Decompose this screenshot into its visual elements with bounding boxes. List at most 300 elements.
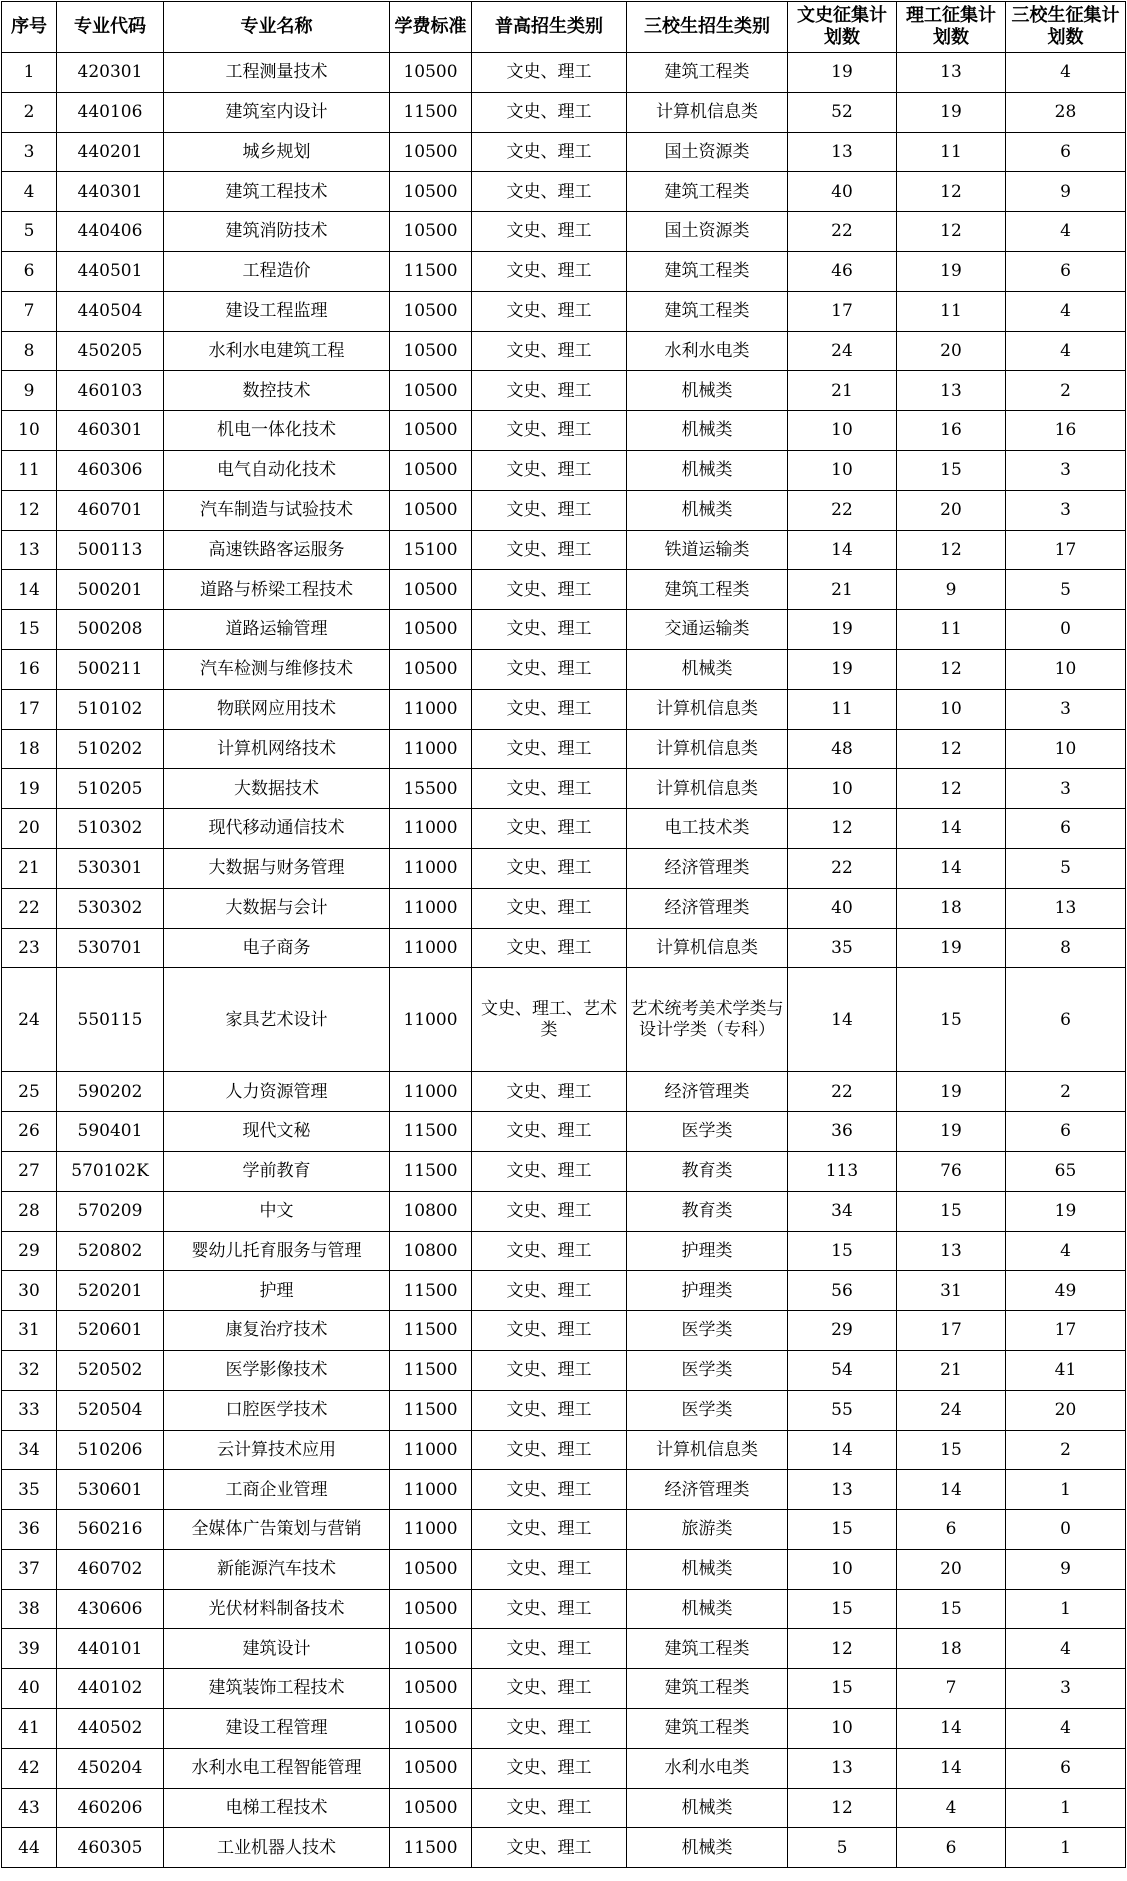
cell-index: 44 [2, 1828, 57, 1868]
cell-liberal-arts-plan: 113 [788, 1151, 897, 1191]
cell-index: 31 [2, 1311, 57, 1351]
cell-index: 26 [2, 1112, 57, 1152]
cell-major-name: 光伏材料制备技术 [164, 1589, 390, 1629]
cell-three-school-plan: 1 [1006, 1828, 1126, 1868]
cell-major-name: 建筑工程技术 [164, 172, 390, 212]
cell-general-category: 文史、理工 [472, 1350, 627, 1390]
cell-major-name: 新能源汽车技术 [164, 1549, 390, 1589]
cell-code: 440504 [57, 291, 164, 331]
cell-three-school-category: 机械类 [627, 1828, 788, 1868]
cell-liberal-arts-plan: 19 [788, 649, 897, 689]
cell-general-category: 文史、理工 [472, 371, 627, 411]
cell-code: 550115 [57, 968, 164, 1072]
cell-general-category: 文史、理工 [472, 1470, 627, 1510]
cell-tuition: 10500 [390, 331, 472, 371]
cell-index: 25 [2, 1072, 57, 1112]
table-row [2, 928, 1126, 968]
cell-liberal-arts-plan: 11 [788, 689, 897, 729]
cell-major-name: 医学影像技术 [164, 1350, 390, 1390]
cell-major-name: 中文 [164, 1191, 390, 1231]
cell-three-school-category: 经济管理类 [627, 1470, 788, 1510]
cell-major-name: 工程测量技术 [164, 53, 390, 93]
cell-science-plan: 15 [897, 1430, 1006, 1470]
cell-three-school-category: 计算机信息类 [627, 1430, 788, 1470]
cell-index: 19 [2, 769, 57, 809]
table-row [2, 1788, 1126, 1828]
cell-major-name: 水利水电工程智能管理 [164, 1748, 390, 1788]
cell-general-category: 文史、理工 [472, 1748, 627, 1788]
table-row [2, 1072, 1126, 1112]
cell-three-school-plan: 5 [1006, 848, 1126, 888]
cell-science-plan: 15 [897, 450, 1006, 490]
cell-major-name: 高速铁路客运服务 [164, 530, 390, 570]
table-row [2, 1430, 1126, 1470]
cell-general-category: 文史、理工 [472, 1510, 627, 1550]
cell-index: 10 [2, 411, 57, 451]
cell-tuition: 10500 [390, 450, 472, 490]
cell-liberal-arts-plan: 22 [788, 212, 897, 252]
cell-liberal-arts-plan: 10 [788, 411, 897, 451]
cell-general-category: 文史、理工 [472, 1191, 627, 1231]
header-code: 专业代码 [57, 2, 164, 53]
cell-tuition: 10500 [390, 649, 472, 689]
cell-code: 440201 [57, 132, 164, 172]
cell-tuition: 11500 [390, 1828, 472, 1868]
cell-index: 2 [2, 92, 57, 132]
cell-liberal-arts-plan: 19 [788, 53, 897, 93]
cell-index: 23 [2, 928, 57, 968]
cell-code: 440406 [57, 212, 164, 252]
cell-liberal-arts-plan: 40 [788, 172, 897, 212]
cell-code: 530302 [57, 888, 164, 928]
cell-index: 14 [2, 570, 57, 610]
cell-three-school-category: 水利水电类 [627, 1748, 788, 1788]
cell-liberal-arts-plan: 29 [788, 1311, 897, 1351]
cell-science-plan: 11 [897, 291, 1006, 331]
cell-tuition: 10500 [390, 132, 472, 172]
cell-three-school-category: 医学类 [627, 1350, 788, 1390]
cell-liberal-arts-plan: 14 [788, 1430, 897, 1470]
cell-general-category: 文史、理工 [472, 888, 627, 928]
cell-code: 510202 [57, 729, 164, 769]
cell-major-name: 工业机器人技术 [164, 1828, 390, 1868]
table-row [2, 92, 1126, 132]
cell-major-name: 大数据技术 [164, 769, 390, 809]
cell-three-school-category: 水利水电类 [627, 331, 788, 371]
header-liberal-arts-plan: 文史征集计划数 [788, 2, 897, 53]
cell-code: 460702 [57, 1549, 164, 1589]
cell-three-school-plan: 16 [1006, 411, 1126, 451]
cell-three-school-category: 机械类 [627, 1589, 788, 1629]
cell-index: 5 [2, 212, 57, 252]
table-row [2, 968, 1126, 1072]
cell-three-school-plan: 6 [1006, 251, 1126, 291]
cell-liberal-arts-plan: 10 [788, 769, 897, 809]
cell-three-school-plan: 6 [1006, 968, 1126, 1072]
cell-index: 12 [2, 490, 57, 530]
cell-major-name: 建筑消防技术 [164, 212, 390, 252]
table-row [2, 291, 1126, 331]
cell-liberal-arts-plan: 5 [788, 1828, 897, 1868]
cell-three-school-plan: 1 [1006, 1589, 1126, 1629]
table-row [2, 212, 1126, 252]
cell-code: 440502 [57, 1709, 164, 1749]
cell-major-name: 数控技术 [164, 371, 390, 411]
cell-major-name: 道路与桥梁工程技术 [164, 570, 390, 610]
cell-code: 500208 [57, 610, 164, 650]
cell-science-plan: 12 [897, 649, 1006, 689]
cell-major-name: 护理 [164, 1271, 390, 1311]
table-row [2, 649, 1126, 689]
cell-general-category: 文史、理工 [472, 649, 627, 689]
cell-science-plan: 15 [897, 1589, 1006, 1629]
cell-three-school-plan: 0 [1006, 610, 1126, 650]
cell-code: 510206 [57, 1430, 164, 1470]
cell-three-school-category: 经济管理类 [627, 888, 788, 928]
cell-science-plan: 20 [897, 1549, 1006, 1589]
table-row [2, 1112, 1126, 1152]
cell-three-school-plan: 3 [1006, 689, 1126, 729]
cell-liberal-arts-plan: 46 [788, 251, 897, 291]
cell-science-plan: 7 [897, 1669, 1006, 1709]
cell-code: 460206 [57, 1788, 164, 1828]
cell-general-category: 文史、理工 [472, 1390, 627, 1430]
cell-code: 460305 [57, 1828, 164, 1868]
cell-tuition: 10500 [390, 172, 472, 212]
cell-code: 520601 [57, 1311, 164, 1351]
cell-liberal-arts-plan: 54 [788, 1350, 897, 1390]
cell-three-school-plan: 17 [1006, 1311, 1126, 1351]
table-row [2, 490, 1126, 530]
cell-general-category: 文史、理工 [472, 1828, 627, 1868]
cell-tuition: 11000 [390, 888, 472, 928]
cell-code: 440101 [57, 1629, 164, 1669]
cell-index: 38 [2, 1589, 57, 1629]
cell-index: 24 [2, 968, 57, 1072]
cell-tuition: 10500 [390, 212, 472, 252]
cell-code: 460701 [57, 490, 164, 530]
cell-three-school-category: 建筑工程类 [627, 172, 788, 212]
cell-science-plan: 16 [897, 411, 1006, 451]
cell-tuition: 15500 [390, 769, 472, 809]
cell-three-school-category: 教育类 [627, 1151, 788, 1191]
cell-three-school-category: 机械类 [627, 649, 788, 689]
cell-tuition: 11000 [390, 1470, 472, 1510]
cell-index: 37 [2, 1549, 57, 1589]
header-tuition: 学费标准 [390, 2, 472, 53]
cell-science-plan: 12 [897, 212, 1006, 252]
cell-code: 420301 [57, 53, 164, 93]
cell-liberal-arts-plan: 22 [788, 1072, 897, 1112]
cell-science-plan: 18 [897, 888, 1006, 928]
cell-three-school-category: 建筑工程类 [627, 1629, 788, 1669]
cell-liberal-arts-plan: 12 [788, 1629, 897, 1669]
cell-liberal-arts-plan: 52 [788, 92, 897, 132]
table-row [2, 1589, 1126, 1629]
cell-tuition: 10500 [390, 371, 472, 411]
cell-three-school-category: 机械类 [627, 371, 788, 411]
cell-three-school-category: 医学类 [627, 1390, 788, 1430]
cell-liberal-arts-plan: 17 [788, 291, 897, 331]
cell-liberal-arts-plan: 21 [788, 570, 897, 610]
cell-three-school-plan: 4 [1006, 1709, 1126, 1749]
table-row [2, 331, 1126, 371]
cell-three-school-category: 经济管理类 [627, 848, 788, 888]
cell-major-name: 建设工程管理 [164, 1709, 390, 1749]
cell-tuition: 10500 [390, 1788, 472, 1828]
cell-tuition: 11000 [390, 1510, 472, 1550]
cell-three-school-category: 护理类 [627, 1231, 788, 1271]
cell-code: 430606 [57, 1589, 164, 1629]
cell-code: 440301 [57, 172, 164, 212]
cell-tuition: 11000 [390, 1072, 472, 1112]
cell-three-school-category: 教育类 [627, 1191, 788, 1231]
cell-three-school-category: 国土资源类 [627, 212, 788, 252]
cell-three-school-plan: 9 [1006, 1549, 1126, 1589]
cell-three-school-plan: 19 [1006, 1191, 1126, 1231]
cell-science-plan: 14 [897, 1709, 1006, 1749]
table-row [2, 1709, 1126, 1749]
cell-major-name: 汽车制造与试验技术 [164, 490, 390, 530]
cell-code: 520502 [57, 1350, 164, 1390]
cell-code: 500113 [57, 530, 164, 570]
cell-three-school-plan: 9 [1006, 172, 1126, 212]
cell-general-category: 文史、理工 [472, 1709, 627, 1749]
table-row [2, 888, 1126, 928]
table-row [2, 1390, 1126, 1430]
cell-three-school-plan: 1 [1006, 1788, 1126, 1828]
cell-science-plan: 19 [897, 251, 1006, 291]
cell-three-school-plan: 65 [1006, 1151, 1126, 1191]
cell-liberal-arts-plan: 15 [788, 1589, 897, 1629]
cell-major-name: 康复治疗技术 [164, 1311, 390, 1351]
header-three-school-category: 三校生招生类别 [627, 2, 788, 53]
cell-tuition: 10500 [390, 53, 472, 93]
header-science-plan: 理工征集计划数 [897, 2, 1006, 53]
cell-general-category: 文史、理工 [472, 928, 627, 968]
table-row [2, 1828, 1126, 1868]
cell-three-school-category: 计算机信息类 [627, 928, 788, 968]
cell-index: 40 [2, 1669, 57, 1709]
cell-science-plan: 12 [897, 769, 1006, 809]
cell-liberal-arts-plan: 13 [788, 1470, 897, 1510]
cell-tuition: 11500 [390, 1350, 472, 1390]
cell-major-name: 云计算技术应用 [164, 1430, 390, 1470]
cell-code: 590202 [57, 1072, 164, 1112]
cell-science-plan: 10 [897, 689, 1006, 729]
cell-index: 30 [2, 1271, 57, 1311]
cell-general-category: 文史、理工 [472, 689, 627, 729]
cell-science-plan: 19 [897, 1072, 1006, 1112]
table-row [2, 1231, 1126, 1271]
table-row [2, 1350, 1126, 1390]
table-header-row [2, 2, 1126, 53]
cell-general-category: 文史、理工 [472, 1589, 627, 1629]
cell-three-school-plan: 10 [1006, 729, 1126, 769]
cell-three-school-category: 计算机信息类 [627, 92, 788, 132]
cell-major-name: 大数据与财务管理 [164, 848, 390, 888]
cell-code: 510205 [57, 769, 164, 809]
cell-major-name: 婴幼儿托育服务与管理 [164, 1231, 390, 1271]
cell-general-category: 文史、理工 [472, 450, 627, 490]
cell-three-school-plan: 20 [1006, 1390, 1126, 1430]
cell-general-category: 文史、理工 [472, 132, 627, 172]
cell-general-category: 文史、理工 [472, 1669, 627, 1709]
table-row [2, 848, 1126, 888]
cell-tuition: 11000 [390, 809, 472, 849]
cell-science-plan: 12 [897, 729, 1006, 769]
header-general-category: 普高招生类别 [472, 2, 627, 53]
cell-code: 460301 [57, 411, 164, 451]
cell-general-category: 文史、理工 [472, 848, 627, 888]
table-row [2, 1311, 1126, 1351]
cell-liberal-arts-plan: 36 [788, 1112, 897, 1152]
cell-three-school-plan: 4 [1006, 1231, 1126, 1271]
cell-science-plan: 15 [897, 968, 1006, 1072]
cell-three-school-category: 国土资源类 [627, 132, 788, 172]
cell-liberal-arts-plan: 14 [788, 530, 897, 570]
cell-code: 520201 [57, 1271, 164, 1311]
cell-index: 29 [2, 1231, 57, 1271]
cell-three-school-category: 铁道运输类 [627, 530, 788, 570]
enrollment-plan-table [1, 1, 1126, 1868]
cell-science-plan: 21 [897, 1350, 1006, 1390]
cell-three-school-category: 机械类 [627, 490, 788, 530]
cell-liberal-arts-plan: 15 [788, 1510, 897, 1550]
cell-liberal-arts-plan: 55 [788, 1390, 897, 1430]
cell-general-category: 文史、理工 [472, 1271, 627, 1311]
table-row [2, 1629, 1126, 1669]
cell-code: 570209 [57, 1191, 164, 1231]
cell-tuition: 10800 [390, 1191, 472, 1231]
cell-three-school-category: 旅游类 [627, 1510, 788, 1550]
cell-three-school-plan: 0 [1006, 1510, 1126, 1550]
cell-major-name: 物联网应用技术 [164, 689, 390, 729]
cell-general-category: 文史、理工 [472, 92, 627, 132]
table-row [2, 1470, 1126, 1510]
cell-science-plan: 31 [897, 1271, 1006, 1311]
cell-science-plan: 11 [897, 132, 1006, 172]
cell-liberal-arts-plan: 12 [788, 809, 897, 849]
cell-three-school-plan: 6 [1006, 809, 1126, 849]
cell-tuition: 11500 [390, 1151, 472, 1191]
table-row [2, 689, 1126, 729]
table-row [2, 53, 1126, 93]
cell-tuition: 10500 [390, 1629, 472, 1669]
table-row [2, 251, 1126, 291]
cell-major-name: 道路运输管理 [164, 610, 390, 650]
cell-general-category: 文史、理工 [472, 610, 627, 650]
cell-liberal-arts-plan: 48 [788, 729, 897, 769]
cell-general-category: 文史、理工 [472, 1151, 627, 1191]
cell-general-category: 文史、理工 [472, 172, 627, 212]
cell-index: 8 [2, 331, 57, 371]
table-row [2, 1748, 1126, 1788]
cell-tuition: 11500 [390, 1311, 472, 1351]
cell-index: 43 [2, 1788, 57, 1828]
cell-general-category: 文史、理工 [472, 331, 627, 371]
cell-three-school-category: 机械类 [627, 1549, 788, 1589]
cell-tuition: 11500 [390, 92, 472, 132]
cell-science-plan: 13 [897, 1231, 1006, 1271]
cell-science-plan: 11 [897, 610, 1006, 650]
cell-tuition: 10500 [390, 291, 472, 331]
cell-liberal-arts-plan: 24 [788, 331, 897, 371]
cell-general-category: 文史、理工 [472, 1788, 627, 1828]
cell-tuition: 10800 [390, 1231, 472, 1271]
cell-index: 27 [2, 1151, 57, 1191]
cell-index: 21 [2, 848, 57, 888]
cell-code: 520504 [57, 1390, 164, 1430]
table-row [2, 809, 1126, 849]
cell-major-name: 建筑室内设计 [164, 92, 390, 132]
header-index: 序号 [2, 2, 57, 53]
cell-index: 28 [2, 1191, 57, 1231]
cell-three-school-category: 建筑工程类 [627, 251, 788, 291]
cell-three-school-plan: 3 [1006, 1669, 1126, 1709]
cell-index: 22 [2, 888, 57, 928]
cell-major-name: 现代文秘 [164, 1112, 390, 1152]
cell-code: 570102K [57, 1151, 164, 1191]
cell-index: 35 [2, 1470, 57, 1510]
table-row [2, 371, 1126, 411]
cell-tuition: 15100 [390, 530, 472, 570]
cell-general-category: 文史、理工 [472, 53, 627, 93]
cell-major-name: 工程造价 [164, 251, 390, 291]
cell-three-school-category: 建筑工程类 [627, 1709, 788, 1749]
cell-three-school-plan: 3 [1006, 490, 1126, 530]
cell-three-school-category: 医学类 [627, 1311, 788, 1351]
cell-index: 17 [2, 689, 57, 729]
table-row [2, 1191, 1126, 1231]
cell-three-school-plan: 41 [1006, 1350, 1126, 1390]
cell-code: 530601 [57, 1470, 164, 1510]
cell-major-name: 家具艺术设计 [164, 968, 390, 1072]
cell-code: 450204 [57, 1748, 164, 1788]
cell-science-plan: 4 [897, 1788, 1006, 1828]
cell-three-school-category: 机械类 [627, 411, 788, 451]
cell-science-plan: 13 [897, 371, 1006, 411]
cell-major-name: 工商企业管理 [164, 1470, 390, 1510]
cell-major-name: 机电一体化技术 [164, 411, 390, 451]
cell-tuition: 10500 [390, 610, 472, 650]
cell-code: 440102 [57, 1669, 164, 1709]
cell-major-name: 城乡规划 [164, 132, 390, 172]
cell-index: 42 [2, 1748, 57, 1788]
cell-tuition: 10500 [390, 1709, 472, 1749]
cell-index: 6 [2, 251, 57, 291]
cell-major-name: 水利水电建筑工程 [164, 331, 390, 371]
cell-three-school-plan: 10 [1006, 649, 1126, 689]
cell-liberal-arts-plan: 13 [788, 1748, 897, 1788]
table-row [2, 1271, 1126, 1311]
cell-tuition: 10500 [390, 490, 472, 530]
cell-general-category: 文史、理工 [472, 251, 627, 291]
cell-index: 1 [2, 53, 57, 93]
cell-liberal-arts-plan: 40 [788, 888, 897, 928]
cell-tuition: 10500 [390, 411, 472, 451]
cell-three-school-plan: 8 [1006, 928, 1126, 968]
cell-three-school-plan: 49 [1006, 1271, 1126, 1311]
cell-tuition: 10500 [390, 570, 472, 610]
table-row [2, 530, 1126, 570]
cell-index: 15 [2, 610, 57, 650]
cell-code: 460306 [57, 450, 164, 490]
cell-three-school-plan: 3 [1006, 450, 1126, 490]
cell-major-name: 学前教育 [164, 1151, 390, 1191]
cell-general-category: 文史、理工 [472, 1231, 627, 1271]
cell-general-category: 文史、理工 [472, 729, 627, 769]
